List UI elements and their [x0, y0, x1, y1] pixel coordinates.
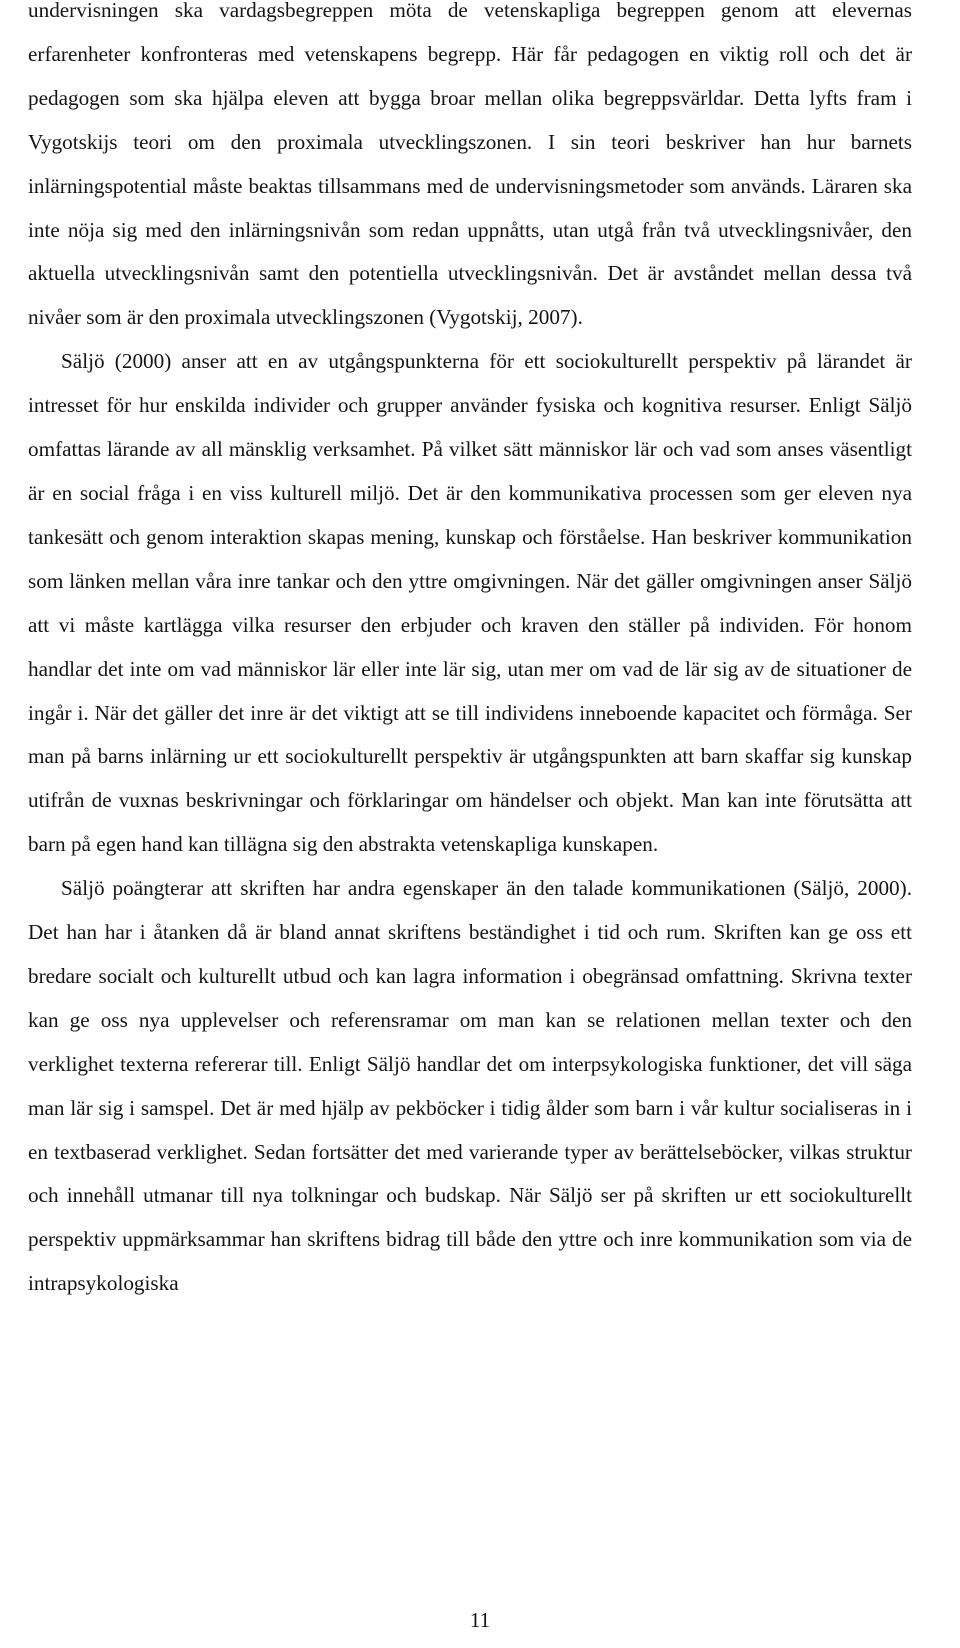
page-number: 11 — [469, 1608, 491, 1632]
body-text — [28, 0, 912, 1306]
paragraph-vygotskij: undervisningen ska vardagsbegreppen möta de vetenskapliga begreppen genom att elevernas erfarenheter konfronteras med vetenskapens begrepp. Här får pedagogen en viktig roll och det är pedagogen som ska hjälpa eleven att bygga broar mellan olika begreppsvärldar. Detta lyfts fram i Vygotskijs teori om den proximala utvecklingszonen. I sin teori beskriver han hur barnets inlärningspotential måste beaktas tillsammans med de undervisningsmetoder som används. Läraren ska inte nöja sig med den inlärningsnivån som redan uppnåtts, utan utgå från två utvecklingsnivåer, den aktuella utvecklingsnivån samt den potentiella utvecklingsnivån. Det är avståndet mellan dessa två nivåer som är den proximala utvecklingszonen (Vygotskij, 2007). — [28, 0, 912, 330]
paragraph-saljo-sociokulturellt: Säljö (2000) anser att en av utgångspunkterna för ett sociokulturellt perspektiv på lärandet är intresset för hur enskilda individer och grupper använder fysiska och kognitiva resurser. Enligt Säljö omfattas lärande av all mänsklig verksamhet. På vilket sätt människor lär och vad som anses väsentligt är en social fråga i en viss kulturell miljö. Det är den kommunikativa processen som ger eleven nya tankesätt och genom interaktion skapas mening, kunskap och förståelse. Han beskriver kommunikation som länken mellan våra inre tankar och den yttre omgivningen. När det gäller omgivningen anser Säljö att vi måste kartlägga vilka resurser den erbjuder och kraven den ställer på individen. För honom handlar det inte om vad människor lär eller inte lär sig, utan mer om vad de lär sig av de situationer de ingår i. När det gäller det inre är det viktigt att se till individens inneboende kapacitet och förmåga. Ser man på barns inlärning ur ett sociokulturellt perspektiv är utgångspunkten att barn skaffar sig kunskap utifrån de vuxnas beskrivningar och förklaringar om händelser och objekt. Man kan inte förutsätta att barn på egen hand kan tillägna sig den abstrakta vetenskapliga kunskapen. — [28, 349, 912, 857]
paragraph-saljo-skriften: Säljö poängterar att skriften har andra egenskaper än den talade kommunikationen (Säljö, 2000). Det han har i åtanken då är bland annat skriftens beständighet i tid och rum. Skriften kan ge oss ett bredare socialt och kulturellt utbud och kan lagra information i obegränsad omfattning. Skrivna texter kan ge oss nya upplevelser och referensramar om man kan se relationen mellan texter och den verklighet texterna refererar till. Enligt Säljö handlar det om interpsykologiska funktioner, det vill säga man lär sig i samspel. Det är med hjälp av pekböcker i tidig ålder som barn i vår kultur socialiseras in i en textbaserad verklighet. Sedan fortsätter det med varierande typer av berättelseböcker, vilkas struktur och innehåll utmanar till nya tolkningar och budskap. När Säljö ser på skriften ur ett sociokulturellt perspektiv uppmärksammar han skriftens bidrag till både den yttre och inre kommunikation som via de intrapsykologiska — [28, 876, 912, 1296]
